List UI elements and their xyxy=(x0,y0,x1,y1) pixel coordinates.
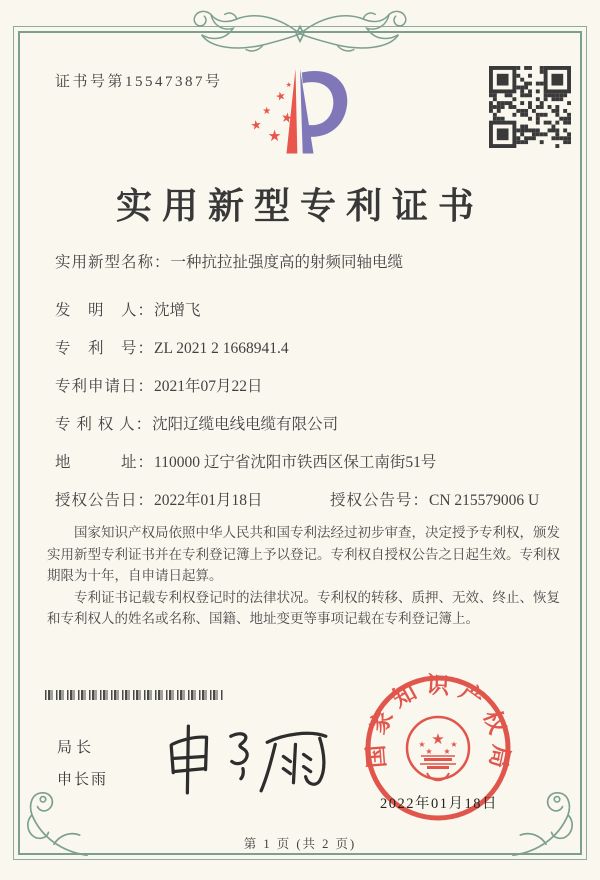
field-value: ZL 2021 2 1668941.4 xyxy=(154,340,289,357)
legal-paragraph-2: 专利证书记载专利权登记时的法律状况。专利权的转移、质押、无效、终止、恢复和专利权人的姓名或名称、国籍、地址变更等事项记载在专利登记簿上。 xyxy=(47,589,560,626)
field-value: 一种抗拉扯强度高的射频同轴电缆 xyxy=(170,254,404,271)
field-row-inventor xyxy=(55,292,562,330)
field-label: 授权公告号： xyxy=(330,492,430,509)
field-row-grant xyxy=(55,482,562,520)
certificate-number: 证书号第15547387号 xyxy=(55,74,223,90)
cnipa-logo-icon xyxy=(246,60,354,166)
grant-date xyxy=(55,482,330,520)
svg-text:★: ★ xyxy=(262,105,272,117)
svg-text:★: ★ xyxy=(443,747,451,756)
svg-text:★: ★ xyxy=(285,80,293,89)
page-number: 第 1 页 (共 2 页) xyxy=(243,837,357,851)
field-row-address xyxy=(55,444,562,482)
qr-code-icon xyxy=(489,66,571,148)
svg-text:★: ★ xyxy=(249,117,264,134)
seal-date: 2022年01月18日 xyxy=(380,796,498,812)
certificate-title: 实用新型专利证书 xyxy=(115,186,484,226)
svg-text:★: ★ xyxy=(418,740,426,749)
commissioner-name: 申长雨 xyxy=(57,771,109,788)
field-label: 授权公告日： xyxy=(55,492,155,509)
field-value: CN 215579006 U xyxy=(429,492,540,509)
field-row-name xyxy=(55,244,562,282)
svg-text:国家知识产权局 xyxy=(363,672,515,778)
field-value: 110000 辽宁省沈阳市铁西区保工南街51号 xyxy=(154,454,437,471)
field-value: 沈增飞 xyxy=(154,302,201,319)
field-label: 专 利 号： xyxy=(55,340,155,357)
field-row-patentee xyxy=(55,406,562,444)
field-row-filing-date xyxy=(55,368,562,406)
field-list xyxy=(55,244,562,520)
field-label: 实用新型名称： xyxy=(55,254,171,271)
field-value: 2022年01月18日 xyxy=(154,492,263,509)
signature-handwriting xyxy=(158,712,340,808)
svg-text:★: ★ xyxy=(267,127,282,145)
field-row-patent-no xyxy=(55,330,562,368)
svg-text:★: ★ xyxy=(274,88,288,105)
barcode xyxy=(45,690,223,700)
svg-text:★: ★ xyxy=(450,740,458,749)
commissioner-title: 局长 xyxy=(57,739,96,756)
field-label: 专 利 权 人： xyxy=(55,416,153,433)
grant-number xyxy=(330,482,539,520)
field-value: 2021年07月22日 xyxy=(154,378,263,395)
field-label: 发 明 人： xyxy=(55,302,155,319)
svg-text:★: ★ xyxy=(279,109,295,127)
svg-text:★: ★ xyxy=(425,747,433,756)
svg-text:★: ★ xyxy=(431,732,445,748)
dragon-ornament-icon xyxy=(170,4,430,60)
field-label: 专利申请日： xyxy=(55,378,155,395)
legal-paragraph-1: 国家知识产权局依照中华人民共和国专利法经过初步审查，决定授予专利权，颁发实用新型专利证书并在专利登记簿上予以登记。专利权自授权公告之日起生效。专利权期限为十年，自申请日起算。 xyxy=(47,525,560,583)
seal-text: 国家知识产权局 xyxy=(362,672,515,779)
national-emblem-icon xyxy=(407,717,469,780)
field-label: 地 址： xyxy=(55,454,155,471)
legal-text xyxy=(47,522,560,630)
field-value: 沈阳辽缆电线电缆有限公司 xyxy=(152,416,339,433)
